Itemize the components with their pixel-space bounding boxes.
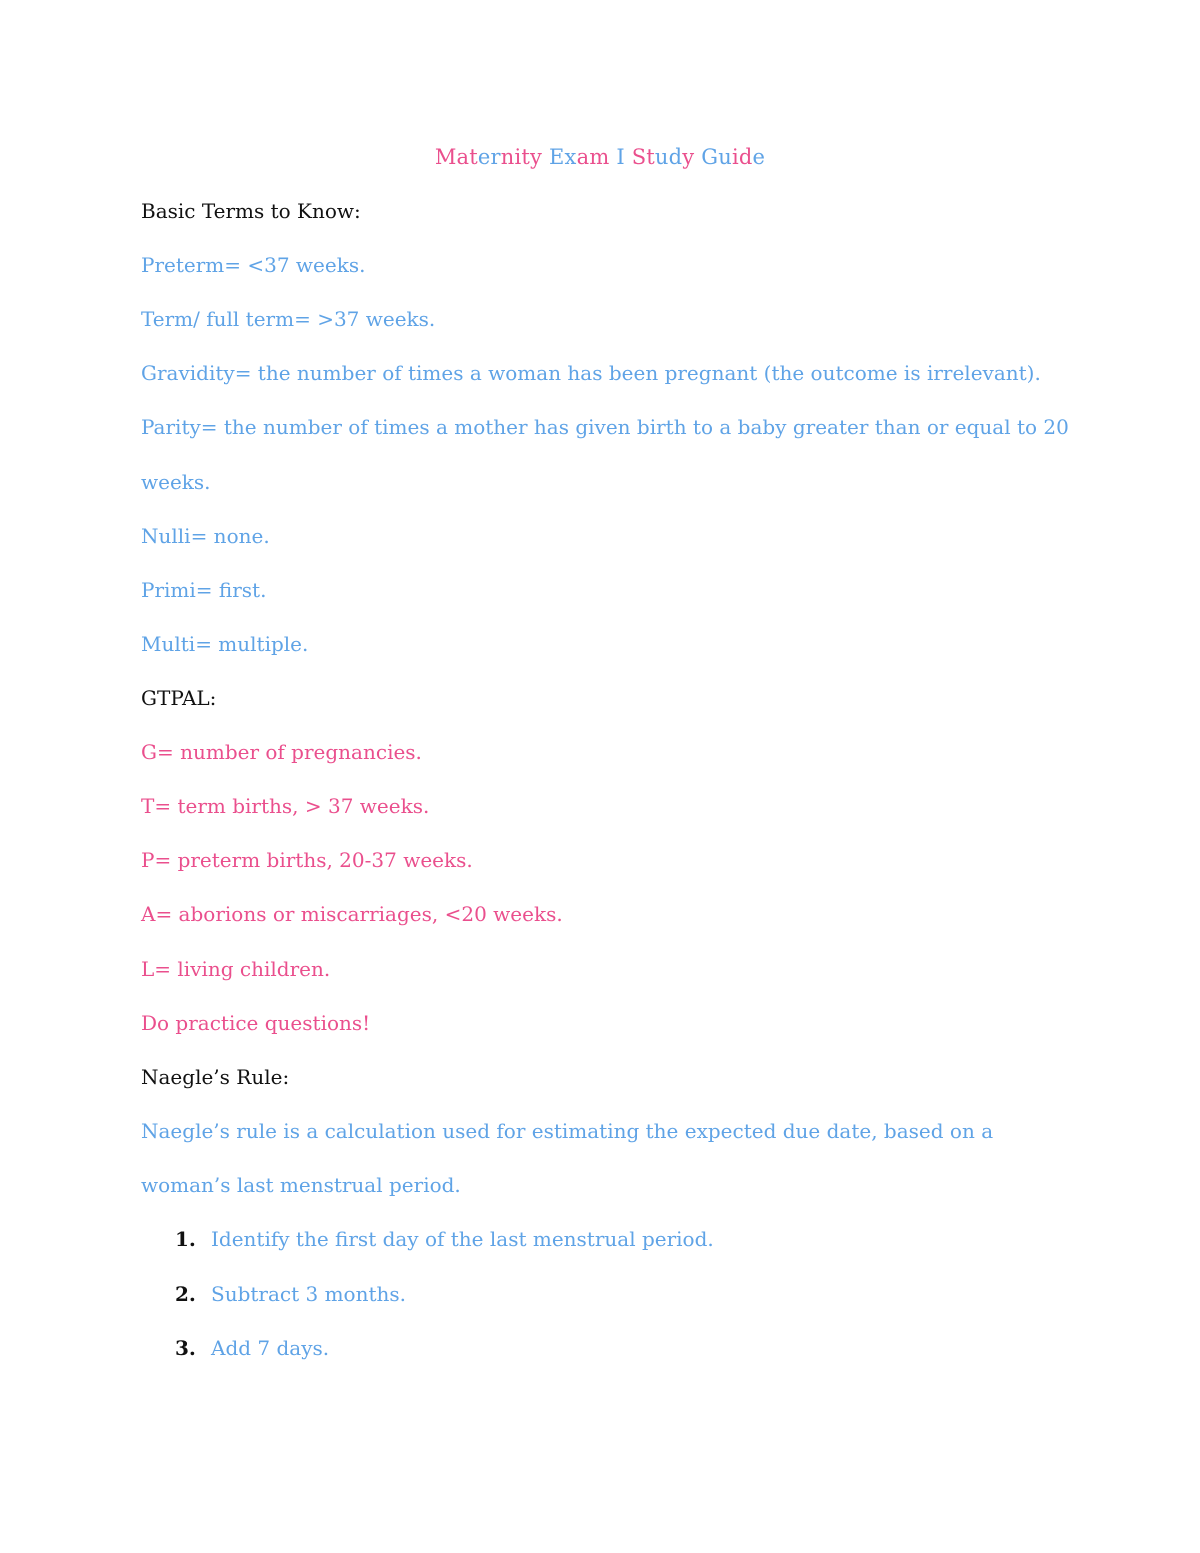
term-nulli: Nulli= none. (141, 524, 270, 548)
term-primi: Primi= first. (141, 578, 267, 602)
basic-terms-heading: Basic Terms to Know: (141, 199, 361, 223)
step-number: 3. (175, 1336, 196, 1360)
naegle-description: Naegle’s rule is a calculation used for estimating the expected due date, based on a (141, 1119, 994, 1143)
title-segment: e (752, 145, 766, 169)
term-multi: Multi= multiple. (141, 632, 309, 656)
title-segment: I (616, 145, 632, 169)
term-parity: Parity= the number of times a mother has given birth to a baby greater than or equal to 20 (141, 415, 1069, 439)
title-segment: Mat (434, 145, 478, 169)
term-gravidity: Gravidity= the number of times a woman has been pregnant (the outcome is irrelevant). (141, 361, 1041, 385)
title-segment: am (576, 145, 617, 169)
practice-note: Do practice questions! (141, 1011, 371, 1035)
step-number: 1. (175, 1227, 196, 1251)
title-segment: id (731, 145, 753, 169)
gtpal-t: T= term births, > 37 weeks. (141, 794, 430, 818)
gtpal-l: L= living children. (141, 957, 331, 981)
step-text: Add 7 days. (211, 1336, 330, 1360)
term-full-term: Term/ full term= >37 weeks. (141, 307, 436, 331)
title-segment: nity (500, 145, 550, 169)
naegle-heading: Naegle’s Rule: (141, 1065, 290, 1089)
title-segment: ud (654, 145, 683, 169)
step-text: Subtract 3 months. (211, 1282, 407, 1306)
term-parity-continued: weeks. (141, 470, 211, 494)
title-segment: er (477, 145, 501, 169)
title-segment: Ex (549, 145, 577, 169)
title-segment: y (682, 145, 702, 169)
gtpal-heading: GTPAL: (141, 686, 217, 710)
gtpal-p: P= preterm births, 20-37 weeks. (141, 848, 473, 872)
term-preterm: Preterm= <37 weeks. (141, 253, 366, 277)
title-segment: St (631, 145, 655, 169)
gtpal-g: G= number of pregnancies. (141, 740, 422, 764)
step-number: 2. (175, 1282, 196, 1306)
title-segment: Gu (701, 145, 732, 169)
naegle-description-continued: woman’s last menstrual period. (141, 1173, 461, 1197)
step-text: Identify the first day of the last menstrual period. (211, 1227, 714, 1251)
gtpal-a: A= aborions or miscarriages, <20 weeks. (141, 902, 563, 926)
page-title (0, 142, 1200, 172)
